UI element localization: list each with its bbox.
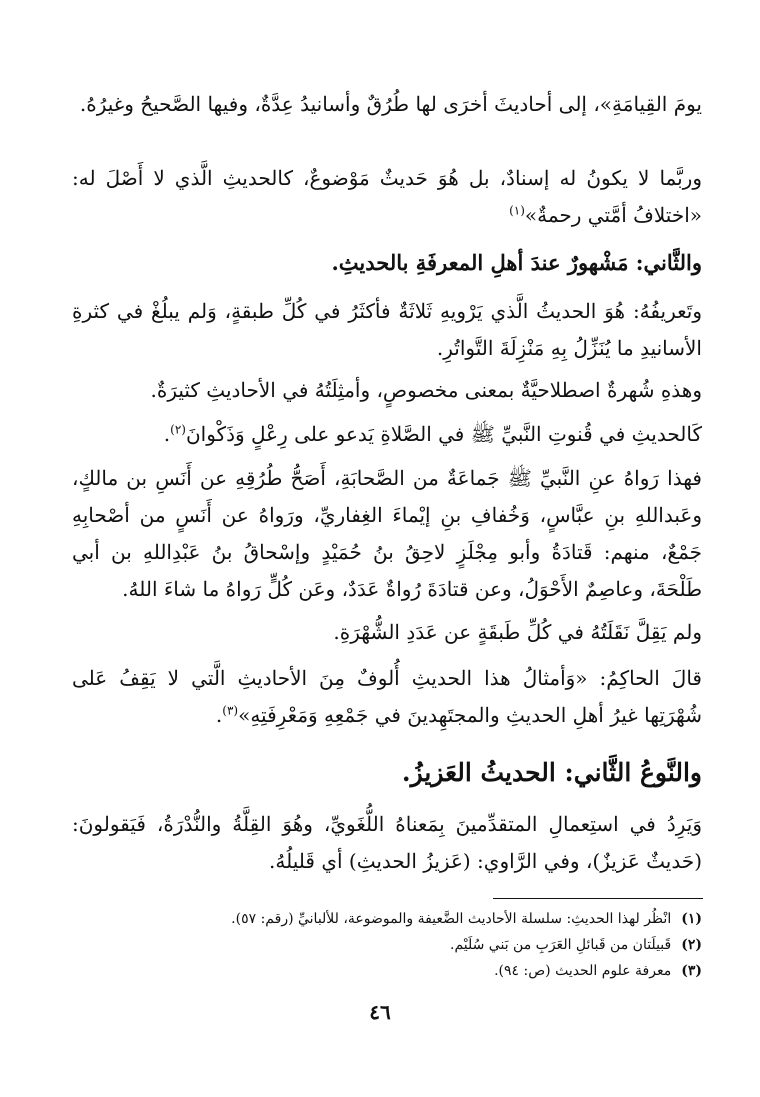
footnote-2 (72, 932, 702, 958)
page-number: ٤٦ (369, 1000, 391, 1024)
paragraph-text: ولم يَقِلَّ نَقَلَتُهُ في كُلِّ طَبقَةٍ عن عَدَدِ الشُّهْرَةِ. (333, 620, 702, 644)
paragraph-definition (72, 293, 702, 367)
paragraph-text: فهذا رَواهُ عنِ النَّبيِّ ﷺ جَماعَةٌ من الصَّحابَةِ، أَصَحُّ طُرُقِهِ عن أَنَسِ بن مالكٍ، وعَبداللهِ بنِ عبَّاسٍ، وَخُفافِ بنِ إيْماءَ الغِفاريِّ، ورَواهُ عن أَنَسٍ من أصْحابِهِ جَمْعٌ، منهم: قَتادَةُ وأبو مِجْلَزٍ لاحِقُ بنُ حُمَيْدٍ وإسْحاقُ بنُ عَبْدِاللهِ بن أبي طَلْحَةَ، وعاصِمٌ الأَحْوَلُ، وعن قتادَةَ رُواةٌ عَدَدٌ، وعَن كُلٍّ رَواهُ ما شاءَ اللهُ. (72, 466, 702, 601)
footnote-marker-2: (٢) (170, 422, 186, 437)
paragraph-no-isnad (72, 160, 702, 234)
heading-mashhur: والثَّاني: مَشْهورٌ عندَ أهلِ المعرفَةِ بالحديثِ. (331, 250, 702, 275)
footnote-marker-3: (٣) (222, 703, 239, 718)
paragraph-text: وَيَرِدُ في استِعمالِ المتقدِّمينَ بِمَعناهُ اللُّغَويِّ، وهُوَ القِلَّةُ والنُّدْرَةُ، فَيَقولونَ: (حَديثٌ عَزيزٌ)، وفي الرَّاوي: (عَزيزُ الحديثِ) أي قَليلُهُ. (72, 812, 702, 873)
period: . (215, 703, 223, 727)
period: . (163, 422, 171, 446)
footnote-number: (١) (681, 911, 702, 927)
footnote-number: (٢) (681, 937, 702, 953)
paragraph-text: وتَعريفُهُ: هُوَ الحديثُ الَّذي يَرْويهِ ثَلاثَةٌ فأكثَرُ في كُلِّ طبقةٍ، وَلم يبلُغْ في كثرةِ الأسانيدِ ما يُنَزِّلُ بِهِ مَنْزِلَةَ التَّواتُرِ. (72, 299, 702, 360)
heading-aziz: والنَّوعُ الثَّاني: الحديثُ العَزيزُ. (401, 758, 702, 787)
footnote-divider (493, 898, 703, 899)
footnote-number: (٣) (681, 963, 702, 979)
paragraph-continuation (72, 86, 702, 123)
footnote-text: معرفة علوم الحديث (ص: ٩٤). (494, 963, 672, 979)
footnote-marker-1: (١) (509, 203, 525, 218)
paragraph-narrators (72, 460, 702, 608)
paragraph-aziz-usage (72, 806, 702, 880)
paragraph-qunut (72, 416, 702, 453)
paragraph-text: قالَ الحاكِمُ: «وَأمثالُ هذا الحديثِ أُلوفٌ مِنَ الأحاديثِ الَّتي لا يَقِفُ عَلى شُهْرَتِها غيرُ أهلِ الحديثِ والمجتَهِدينَ في جَمْعِهِ وَمَعْرِفَتِهِ» (72, 666, 702, 727)
paragraph-text: يومَ القِيامَةِ»، إلى أحاديثَ أخرَى لها طُرُقٌ وأسانيدُ عِدَّةٌ، وفيها الصَّحيحُ وغيرُهُ. (79, 92, 702, 116)
paragraph-naqala (72, 614, 702, 651)
footnote-1 (72, 906, 702, 932)
footnote-text: انْظُر لهذا الحديثِ: سلسلة الأحاديث الضَّعيفة والموضوعة، للألبانيِّ (رقم: ٥٧). (231, 911, 672, 927)
footnote-text: قَبيلَتان من قَبائلِ العَرَبِ من بَني سُلَيْم. (450, 937, 672, 953)
paragraph-hakim-quote (72, 660, 702, 734)
paragraph-text: كَالحديثِ في قُنوتِ النَّبيِّ ﷺ في الصَّلاةِ يَدعو على رِعْلٍ وَذَكْوانَ (185, 422, 702, 446)
paragraph-shuhra (72, 372, 702, 409)
paragraph-text: وهذهِ شُهرةٌ اصطلاحيَّةٌ بمعنى مخصوصٍ، وأمثِلَتُهُ في الأحاديثِ كثيرَةٌ. (150, 378, 702, 402)
paragraph-text: وربَّما لا يكونُ له إسنادٌ، بل هُوَ حَديثٌ مَوْضوعٌ، كالحديثِ الَّذي لا أَصْلَ له: «اختلافُ أمَّتي رحمةٌ» (72, 166, 702, 227)
footnote-3 (72, 958, 702, 984)
